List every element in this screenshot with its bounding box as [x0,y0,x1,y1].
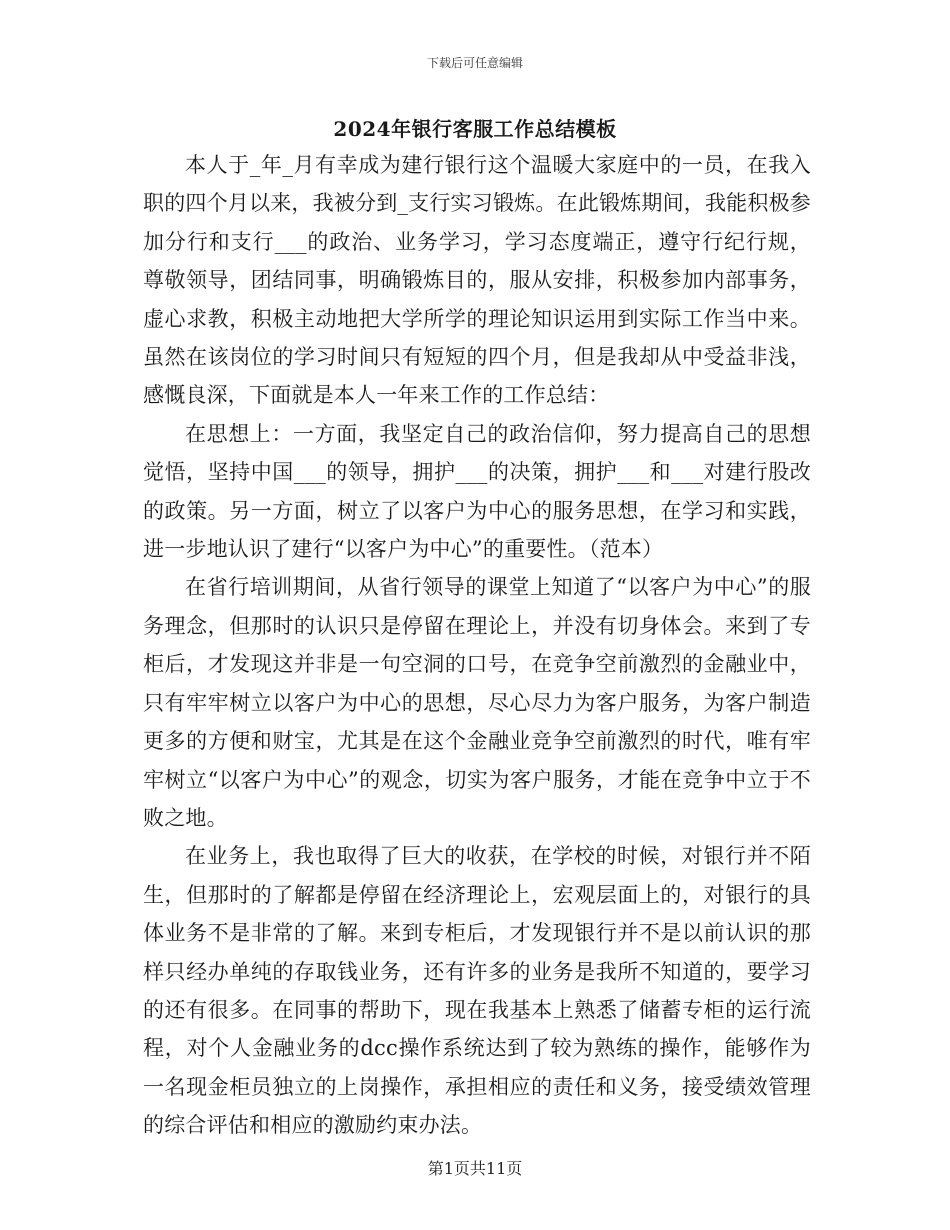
paragraph-intro: 本人于_年_月有幸成为建行银行这个温暖大家庭中的一员，在我入职的四个月以来，我被分到_支行实习锻炼。在此锻炼期间，我能积极参加分行和支行___的政治、业务学习，学习态度端正，遵守行纪行规，尊敬领导，团结同事，明确锻炼目的，服从安排，积极参加内部事务，虚心求教，积极主动地把大学所学的理论知识运用到实际工作当中来。虽然在该岗位的学习时间只有短短的四个月，但是我却从中受益非浅，感慨良深，下面就是本人一年来工作的工作总结： [143,153,811,408]
header-note: 下载后可任意编辑 [426,56,523,70]
paragraph-ideology: 在思想上：一方面，我坚定自己的政治信仰，努力提高自己的思想觉悟，坚持中国___的领导，拥护___的决策，拥护___和___对建行股改的政策。另一方面，树立了以客户为中心的服务思想，在学习和实践，进一步地认识了建行“以客户为中心”的重要性。（范本） [143,421,811,562]
paragraph-training: 在省行培训期间，从省行领导的课堂上知道了“以客户为中心”的服务理念，但那时的认识只是停留在理论上，并没有切身体会。来到了专柜后，才发现这并非是一句空洞的口号，在竞争空前激烈的金融业中，只有牢牢树立以客户为中心的思想，尽心尽力为客户服务，为客户制造更多的方便和财宝，尤其是在这个金融业竞争空前激烈的时代，唯有牢牢树立“以客户为中心”的观念，切实为客户服务，才能在竞争中立于不败之地。 [143,575,811,830]
document-body [143,146,811,1145]
page-footer: 第1页共11页 [427,1159,523,1178]
paragraph-business: 在业务上，我也取得了巨大的收获，在学校的时候，对银行并不陌生，但那时的了解都是停留在经济理论上，宏观层面上的，对银行的具体业务不是非常的了解。来到专柜后，才发现银行并不是以前认识的那样只经办单纯的存取钱业务，还有许多的业务是我所不知道的，要学习的还有很多。在同事的帮助下，现在我基本上熟悉了储蓄专柜的运行流程，对个人金融业务的dcc操作系统达到了较为熟练的操作，能够作为一名现金柜员独立的上岗操作，承担相应的责任和义务，接受绩效管理的综合评估和相应的激励约束办法。 [143,844,811,1138]
document-title: 2024年银行客服工作总结模板 [333,117,617,141]
